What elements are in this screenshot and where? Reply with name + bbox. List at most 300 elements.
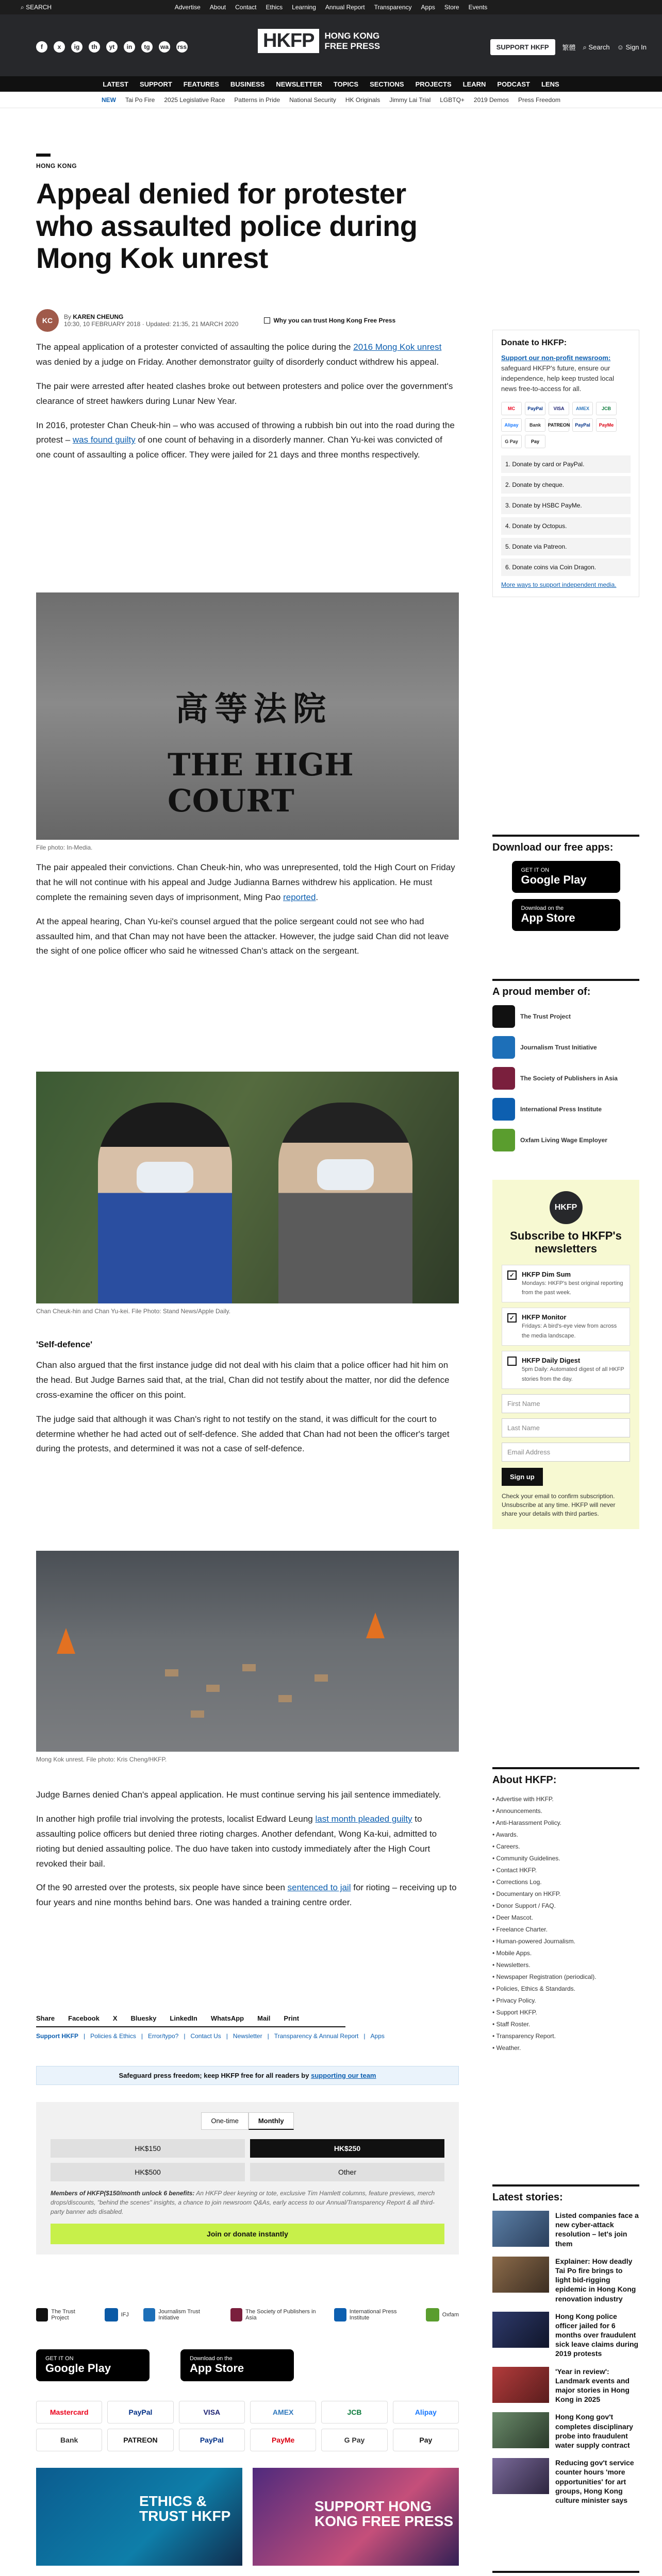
partner-logo[interactable] [334, 2308, 411, 2321]
shield-icon [264, 317, 270, 324]
about-title: About HKFP: [492, 1767, 639, 1786]
store-big: Google Play [521, 873, 587, 886]
trending-link[interactable]: National Security [289, 96, 336, 104]
latest-title: Latest stories: [492, 2184, 639, 2204]
partner-logo[interactable] [143, 2308, 216, 2321]
jti-icon [143, 2308, 155, 2321]
nav-projects[interactable]: PROJECTS [415, 80, 452, 88]
bank-icon: Bank [525, 418, 545, 432]
donate-option[interactable]: 5. Donate via Patreon. [501, 538, 631, 555]
youtube-icon[interactable]: yt [106, 41, 118, 53]
search-label: SEARCH [26, 4, 52, 11]
story-title: Hong Kong police officer jailed for 6 months over fraudulent sick leave claims during 2019 protests [555, 2312, 639, 2358]
google-play-button[interactable] [512, 861, 620, 893]
nav-support[interactable]: SUPPORT [139, 80, 172, 88]
about-link[interactable]: • Newsletters. [492, 1961, 531, 1969]
latest-story[interactable] [492, 2367, 639, 2404]
about-link-label: Freelance Charter. [496, 1926, 548, 1933]
partner-name: International Press Institute [349, 2309, 397, 2321]
store-small: Download on the [521, 905, 564, 911]
trending-link[interactable]: LGBTQ+ [440, 96, 465, 104]
topbar-learning[interactable]: Learning [292, 4, 316, 11]
paragraph: The pair were arrested after heated clashes broke out between protesters and police over the government's clearance of street hawkers during Lunar New Year. [36, 381, 453, 406]
member-logo[interactable] [492, 1098, 639, 1121]
error-link[interactable]: Error/typo? [147, 2032, 179, 2040]
share-linkedin[interactable]: LinkedIn [170, 2014, 197, 2022]
contact-link[interactable]: Contact Us [190, 2032, 221, 2040]
paypal-icon[interactable]: PayPal [107, 2401, 173, 2424]
transparency-link[interactable]: Transparency & Annual Report [274, 2032, 359, 2040]
text: to assaulting police officers but denied three rioting charges. Another defendant, Wong Ka-kui, admitted to rioting but denied assaulting police. The duo have taken into custody immediately after the High Court revoked their bail. [36, 1814, 437, 1869]
topbar-transparency[interactable]: Transparency [374, 4, 412, 11]
newsletter-title: Subscribe to HKFP's newsletters [510, 1229, 622, 1256]
about-link-label: Advertise with HKFP. [495, 1795, 554, 1803]
amex-icon[interactable]: AMEX [250, 2401, 316, 2424]
high-court-photo [36, 592, 459, 840]
store-big: Google Play [45, 2362, 111, 2375]
newsletter-option[interactable] [502, 1351, 630, 1389]
trending-nav [0, 92, 662, 108]
store-small: GET IT ON [521, 867, 550, 873]
about-link[interactable]: • Weather. [492, 2044, 521, 2052]
paragraph: Chan also argued that the first instance judge did not deal with his claim that a police officer had hit him on the head. But Judge Barnes said that, at the trial, Chan did not testify about the matter, nor did the defence cross-examine the officer on this point. [36, 1360, 450, 1400]
paragraph: At the appeal hearing, Chan Yu-kei's counsel argued that the police sergeant could not see who had assaulted him, and that Chan may not have been the attacker. However, the judge said Chan did not leave the sight of one police officer who said he witnessed Chan's attack on the sergeant. [36, 916, 449, 956]
author-link[interactable]: KAREN CHEUNG [73, 313, 124, 320]
checkbox[interactable]: ✓ [507, 1270, 517, 1280]
facebook-icon[interactable]: f [36, 41, 47, 53]
nav-topics[interactable]: TOPICS [333, 80, 359, 88]
figure-mong-kok [36, 1551, 459, 1763]
support-banner[interactable] [253, 2468, 459, 2566]
member-name: The Trust Project [520, 1013, 571, 1020]
member-name: Oxfam Living Wage Employer [520, 1137, 607, 1144]
about-link-label: Transparency Report. [496, 2032, 556, 2040]
google-play-button[interactable] [36, 2349, 150, 2381]
telegram-icon[interactable]: tg [141, 41, 153, 53]
byline-text [64, 313, 238, 328]
google-pay-icon[interactable]: G Pay [321, 2429, 387, 2451]
patreon-icon: PATREON [549, 418, 569, 432]
share-bar [36, 2014, 345, 2027]
paypal-icon: PayPal [572, 418, 593, 432]
partner-logo[interactable] [426, 2308, 459, 2321]
donate-option[interactable]: 1. Donate by card or PayPal. [501, 455, 631, 473]
trending-link[interactable]: Press Freedom [518, 96, 560, 104]
bank-icon[interactable]: Bank [36, 2429, 102, 2451]
member-logo[interactable] [492, 1129, 639, 1151]
article-body-2 [36, 860, 459, 968]
trust-project-icon [492, 1005, 515, 1028]
amount-option[interactable]: HK$500 [51, 2163, 245, 2181]
about-link[interactable]: • Documentary on HKFP. [492, 1890, 561, 1897]
latest-story[interactable] [492, 2257, 639, 2303]
nav-lens[interactable]: LENS [541, 80, 559, 88]
google-pay-icon: G Pay [501, 435, 522, 448]
topbar-apps[interactable]: Apps [421, 4, 435, 11]
ipi-icon [492, 1098, 515, 1121]
newsletter-option[interactable] [502, 1308, 630, 1346]
mong-kok-photo [36, 1551, 459, 1752]
partner-name: The Trust Project [51, 2309, 75, 2321]
topbar-annual-report[interactable]: Annual Report [325, 4, 365, 11]
sopa-icon [230, 2308, 242, 2321]
site-logo[interactable] [258, 29, 380, 53]
partner-name: IFJ [121, 2312, 129, 2318]
figure-high-court [36, 592, 459, 851]
photo-person [278, 1103, 412, 1303]
about-link[interactable]: • Announcements. [492, 1807, 542, 1815]
newsletter-panel [492, 1180, 639, 1529]
banner-title: ETHICS & TRUST HKFP [139, 2493, 231, 2524]
nav-learn[interactable]: LEARN [462, 80, 486, 88]
story-title: Hong Kong gov't completes disciplinary probe into fraudulent water supply contract [555, 2413, 633, 2449]
story-thumbnail [492, 2367, 549, 2403]
donate-lead-link[interactable]: Support our non-profit newsroom: [501, 354, 611, 362]
signup-row [502, 1462, 630, 1486]
photo-caption: Chan Cheuk-hin and Chan Yu-kei. File Photo: Stand News/Apple Daily. [36, 1308, 231, 1315]
share-bluesky[interactable]: Bluesky [130, 2014, 157, 2022]
note-bold: Members of HKFP($150/month unlock 6 benefits: [51, 2190, 195, 2197]
option-desc: Mondays: HKFP's best original reporting from the past week. [522, 1280, 623, 1296]
sidebar-apps [492, 835, 639, 931]
checkbox[interactable]: ✓ [507, 1313, 517, 1323]
donate-title: Donate to HKFP: [501, 338, 567, 347]
x-icon[interactable]: x [54, 41, 65, 53]
topbar-store[interactable]: Store [444, 4, 459, 11]
inline-link[interactable]: sentenced to jail [287, 1883, 351, 1893]
member-title: A proud member of: [492, 979, 639, 998]
sidebar-about [492, 1767, 639, 2054]
tab-monthly[interactable]: Monthly [249, 2112, 294, 2130]
text: In another high profile trial involving the protests, localist Edward Leung [36, 1814, 316, 1824]
search-link[interactable]: ⌕ SEARCH [21, 4, 52, 11]
support-hkfp-button[interactable]: SUPPORT HKFP [490, 39, 555, 55]
logo-mark: HKFP [258, 29, 319, 53]
nav-sections[interactable]: SECTIONS [370, 80, 404, 88]
note-text: An HKFP deer keyring or tote, exclusive Tim Hamlett columns, feature previews, merch drops/discounts, "behind the scenes" insights, a chance to join newsroom Q&As, early access to our Annual/Transparency Report & all third-party banner ads disabled. [51, 2190, 435, 2215]
patreon-icon[interactable]: PATREON [107, 2429, 173, 2451]
paypal-icon[interactable]: PayPal [179, 2429, 245, 2451]
about-link[interactable]: • Human-powered Journalism. [492, 1938, 575, 1945]
payme-icon: PayMe [596, 418, 617, 432]
app-store-button[interactable] [512, 899, 620, 931]
newsletter-option[interactable] [502, 1265, 630, 1303]
story-thumbnail [492, 2257, 549, 2293]
about-link-label: Newsletters. [496, 1961, 531, 1969]
sopa-icon [492, 1067, 515, 1090]
jti-icon [492, 1036, 515, 1059]
member-logo[interactable] [492, 1005, 639, 1028]
store-big: App Store [190, 2362, 244, 2375]
byline [36, 309, 459, 332]
donate-box [36, 2102, 459, 2255]
photo-brick [315, 1674, 328, 1682]
ethics-banner[interactable] [36, 2468, 242, 2566]
option-title: HKFP Monitor [522, 1313, 567, 1321]
sidebar-donate [492, 330, 639, 597]
partner-logo[interactable] [230, 2308, 320, 2321]
latest-story[interactable] [492, 2211, 639, 2248]
partner-logo[interactable] [36, 2308, 90, 2321]
topbar-about[interactable]: About [209, 4, 226, 11]
trending-link[interactable]: HK Originals [345, 96, 380, 104]
about-link[interactable]: • Contact HKFP. [492, 1867, 537, 1874]
latest-story[interactable] [492, 2312, 639, 2359]
about-link[interactable]: • Newspaper Registration (periodical). [492, 1973, 597, 1980]
share-print[interactable]: Print [284, 2014, 300, 2022]
about-link[interactable]: • Privacy Policy. [492, 1997, 536, 2004]
donate-option[interactable]: 4. Donate by Octopus. [501, 517, 631, 535]
whatsapp-icon[interactable]: wa [159, 41, 170, 53]
new-badge: NEW [101, 96, 116, 104]
latest-story[interactable] [492, 2412, 639, 2450]
about-link[interactable]: • Transparency Report. [492, 2032, 556, 2040]
article-body [36, 340, 459, 472]
member-name: International Press Institute [520, 1106, 602, 1113]
about-link-label: Announcements. [495, 1807, 542, 1815]
policies-link[interactable]: Policies & Ethics [90, 2032, 136, 2040]
donate-lead-text: safeguard HKFP's future, ensure our independence, help keep trusted local news free-to-access for all. [501, 364, 614, 393]
member-name: Journalism Trust Initiative [520, 1044, 597, 1051]
language-switch[interactable]: 繁體 [562, 44, 576, 52]
partner-name: The Society of Publishers in Asia [245, 2309, 316, 2321]
email-field[interactable]: Email Address [502, 1443, 630, 1462]
story-thumbnail [492, 2412, 549, 2448]
article-body-4 [36, 1788, 459, 1920]
photo-brick [191, 1710, 204, 1718]
instagram-icon[interactable]: ig [71, 41, 82, 53]
amount-option[interactable]: HK$150 [51, 2139, 245, 2158]
about-link[interactable]: • Community Guidelines. [492, 1855, 560, 1862]
about-link[interactable]: • Freelance Charter. [492, 1926, 548, 1933]
article-headline: Appeal denied for protester who assaulted police during Mong Kok unrest [36, 177, 418, 275]
defendants-photo [36, 1072, 459, 1303]
author-avatar[interactable]: KC [36, 309, 59, 332]
threads-icon[interactable]: th [89, 41, 100, 53]
category-rule [36, 154, 51, 157]
member-logo[interactable] [492, 1036, 639, 1059]
text: of one count of behaving in a disorderly manner. Chan Yu-kei was convicted of one count of assaulting a police officer. They were jailed for 21 days and three months respectively. [36, 435, 442, 460]
ipi-icon [334, 2308, 346, 2321]
text: In 2016, protester Chan Cheuk-hin – who was accused of throwing a rubbish bin out into the road during the protest – [36, 420, 455, 445]
sidebar-latest [492, 2184, 639, 2513]
member-name: The Society of Publishers in Asia [520, 1075, 618, 1082]
option-desc: Fridays: A bird's-eye view from across the media landscape. [522, 1323, 617, 1339]
option-text [522, 1357, 624, 1383]
ifj-icon [105, 2308, 118, 2321]
linkedin-icon[interactable]: in [124, 41, 135, 53]
share-facebook[interactable]: Facebook [68, 2014, 100, 2022]
section-subhead: 'Self-defence' [36, 1340, 93, 1349]
about-link-label: Donor Support / FAQ. [496, 1902, 556, 1909]
about-link[interactable]: • Deer Mascot. [492, 1914, 533, 1921]
utility-bar [0, 0, 662, 14]
photo-sign-chinese: 高等法院 [175, 690, 332, 728]
donate-logos [501, 402, 631, 448]
text: was denied by a judge on Friday. Another demonstrator guilty of disorderly conduct withdrew his appeal. [36, 357, 439, 367]
jcb-icon[interactable]: JCB [321, 2401, 387, 2424]
trending-link[interactable]: 2025 Legislative Race [164, 96, 225, 104]
trending-link[interactable]: 2019 Demos [473, 96, 509, 104]
app-buttons [492, 861, 639, 931]
inline-link[interactable]: reported [283, 892, 316, 902]
photo-brick [206, 1685, 220, 1692]
store-big: App Store [521, 911, 575, 924]
member-benefits-note [51, 2189, 444, 2216]
footer-links: Support HKFP | Policies & Ethics | Error/typo? | Contact Us | Newsletter | Transparency & Annual Report | Apps [36, 2032, 385, 2040]
about-link-label: Anti-Harassment Policy. [495, 1819, 562, 1826]
photo-person [98, 1103, 232, 1303]
more-ways-link[interactable]: More ways to support independent media. [501, 581, 617, 588]
nav-features[interactable]: FEATURES [183, 80, 219, 88]
inline-link[interactable]: was found guilty [72, 435, 136, 445]
about-link[interactable]: • Careers. [492, 1843, 520, 1850]
photo-sign-english: THE HIGH COURT [168, 747, 354, 819]
trending-link[interactable]: Jimmy Lai Trial [389, 96, 431, 104]
logo-line-2: FREE PRESS [324, 41, 380, 51]
alipay-icon[interactable]: Alipay [393, 2401, 459, 2424]
sign-up-button[interactable]: Sign up [502, 1468, 543, 1486]
share-x[interactable]: X [112, 2014, 118, 2022]
first-name-field[interactable]: First Name [502, 1394, 630, 1413]
logo-text [324, 31, 380, 51]
photo-mask [317, 1159, 374, 1190]
paragraph [36, 1880, 459, 1910]
about-link[interactable]: • Support HKFP. [492, 2009, 537, 2016]
member-list [492, 1005, 639, 1151]
sign-in-label: Sign In [625, 43, 647, 51]
rss-icon[interactable]: rss [176, 41, 188, 53]
story-title: Reducing gov't service counter hours 'more opportunities' for art groups, Hong Kong culture minister says [555, 2459, 634, 2504]
trending-link[interactable]: Patterns in Pride [234, 96, 280, 104]
visa-icon[interactable]: VISA [179, 2401, 245, 2424]
story-title: 'Year in review': Landmark events and major stories in Hong Kong in 2025 [555, 2367, 630, 2404]
join-donate-button[interactable]: Join or donate instantly [51, 2224, 444, 2244]
donate-option[interactable]: 2. Donate by cheque. [501, 476, 631, 494]
about-link[interactable]: • Anti-Harassment Policy. [492, 1819, 562, 1826]
share-section [36, 2014, 459, 2040]
site-header [0, 14, 662, 76]
about-link[interactable]: • Mobile Apps. [492, 1950, 532, 1957]
photo-brick [278, 1695, 292, 1702]
paragraph [36, 860, 459, 905]
payme-icon[interactable]: PayMe [250, 2429, 316, 2451]
nav-newsletter[interactable]: NEWSLETTER [276, 80, 322, 88]
about-link[interactable]: • Policies, Ethics & Standards. [492, 1985, 575, 1992]
donate-option[interactable]: 3. Donate by HSBC PayMe. [501, 497, 631, 514]
text: . [316, 892, 319, 902]
promo-banners [36, 2468, 459, 2566]
checkbox[interactable] [507, 1357, 517, 1366]
trending-link[interactable]: Tai Po Fire [125, 96, 155, 104]
about-link-label: Weather. [496, 2044, 521, 2052]
topbar-ethics[interactable]: Ethics [266, 4, 283, 11]
about-link[interactable]: • Corrections Log. [492, 1878, 542, 1886]
option-title: HKFP Dim Sum [522, 1270, 571, 1278]
partner-logo[interactable] [105, 2308, 129, 2321]
sidebar-newsletter [492, 1180, 639, 1529]
share-mail[interactable]: Mail [257, 2014, 271, 2022]
member-logo[interactable] [492, 1067, 639, 1090]
about-link[interactable]: • Staff Roster. [492, 2021, 531, 2028]
amount-option-selected[interactable]: HK$250 [250, 2139, 444, 2158]
paypal-icon: PayPal [525, 402, 545, 415]
store-small: GET IT ON [45, 2355, 74, 2362]
header-search-button[interactable]: ⌕ Search [583, 43, 610, 51]
newsletter-link[interactable]: Newsletter [233, 2032, 262, 2040]
donate-callout [36, 2066, 459, 2085]
text: The appeal application of a protester convicted of assaulting the police during the [36, 342, 354, 352]
about-link-label: Support HKFP. [496, 2009, 537, 2016]
latest-story[interactable] [492, 2458, 639, 2505]
payment-methods [36, 2401, 459, 2451]
about-link-label: Mobile Apps. [496, 1950, 532, 1957]
inline-link[interactable]: last month pleaded guilty [315, 1814, 412, 1824]
nav-latest[interactable]: LATEST [103, 80, 128, 88]
sign-in-button[interactable]: ☺ Sign In [617, 43, 647, 51]
topbar-advertise[interactable]: Advertise [174, 4, 201, 11]
photo-cone [366, 1613, 385, 1638]
photo-caption: Mong Kok unrest. File photo: Kris Cheng/HKFP. [36, 1756, 167, 1763]
last-name-field[interactable]: Last Name [502, 1418, 630, 1437]
apps-link[interactable]: Apps [370, 2032, 385, 2040]
donate-options [501, 455, 631, 576]
about-link[interactable]: • Donor Support / FAQ. [492, 1902, 556, 1909]
about-link-label: Privacy Policy. [496, 1997, 536, 2004]
donate-strip-link[interactable]: supporting our team [311, 2072, 376, 2079]
newsletter-fine-print: Check your email to confirm subscription. Unsubscribe at any time. HKFP will never share your details with third parties. [502, 1492, 616, 1517]
nav-podcast[interactable]: PODCAST [497, 80, 530, 88]
about-link[interactable]: • Awards. [492, 1831, 519, 1838]
share-whatsapp[interactable]: WhatsApp [210, 2014, 244, 2022]
about-link-label: Contact HKFP. [496, 1867, 537, 1874]
partners-row [36, 2308, 459, 2321]
paragraph [36, 1812, 459, 1872]
topbar-events[interactable]: Events [468, 4, 488, 11]
apps-title: Download our free apps: [492, 835, 639, 854]
donate-option[interactable]: 6. Donate coins via Coin Dragon. [501, 558, 631, 576]
text: The pair appealed their convictions. Chan Cheuk-hin, who was unrepresented, told the High Court on Friday that he will not continue with his appeal and Judge Judianna Barnes withdrew his application. He must complete the remaining seven days of imprisonment, Ming Pao [36, 862, 455, 902]
nav-business[interactable]: BUSINESS [230, 80, 265, 88]
oxfam-icon [492, 1129, 515, 1151]
about-link-label: Corrections Log. [496, 1878, 542, 1886]
story-title: Listed companies face a new cyber-attack resolution – let's join them [555, 2211, 639, 2248]
category-label[interactable]: HONG KONG [36, 162, 77, 170]
mastercard-icon[interactable]: Mastercard [36, 2401, 102, 2424]
support-link[interactable]: Support HKFP [36, 2032, 78, 2040]
donate-panel [492, 330, 639, 597]
visa-icon: VISA [549, 402, 569, 415]
amount-option-other[interactable]: Other [250, 2163, 444, 2181]
sidebar-features [492, 2571, 639, 2576]
photo-caption: File photo: In-Media. [36, 844, 93, 851]
paragraph [36, 418, 459, 463]
apple-pay-icon[interactable]: Pay [393, 2429, 459, 2451]
why-trust-link[interactable] [264, 317, 395, 324]
features-title [492, 2571, 639, 2576]
inline-link[interactable]: 2016 Mong Kok unrest [353, 342, 442, 352]
app-store-button[interactable] [180, 2349, 294, 2381]
about-link[interactable]: • Advertise with HKFP. [492, 1795, 554, 1803]
logo-line-1: HONG KONG [324, 30, 380, 41]
option-text [522, 1313, 624, 1340]
topbar-contact[interactable]: Contact [235, 4, 257, 11]
tab-one-time[interactable]: One-time [201, 2112, 248, 2130]
option-desc: 5pm Daily: Automated digest of all HKFP stories from the day. [522, 1366, 624, 1382]
main-nav [0, 76, 662, 92]
amex-icon: AMEX [572, 402, 593, 415]
about-link-label: Documentary on HKFP. [496, 1890, 561, 1897]
